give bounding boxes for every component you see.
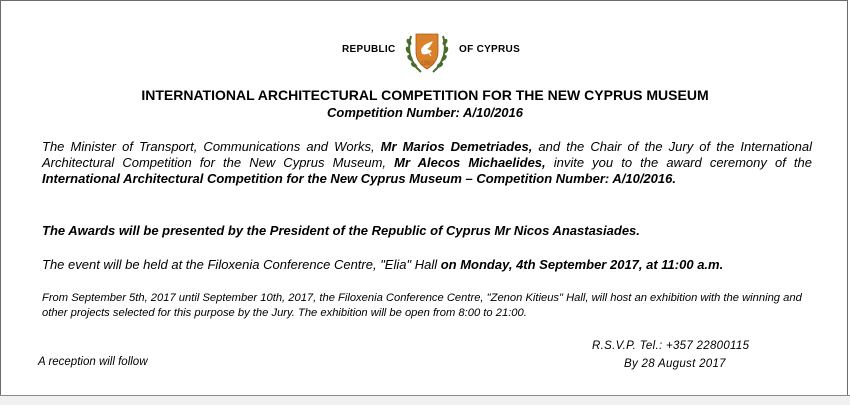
jury-chair-name: Mr Alecos Michaelides, — [394, 155, 546, 170]
republic-label: REPUBLIC — [342, 44, 396, 55]
svg-text:1960: 1960 — [420, 61, 434, 67]
awards-paragraph: The Awards will be presented by the President of the Republic of Cyprus Mr Nicos Anastasiades. — [42, 223, 640, 238]
invitation-paragraph — [42, 139, 812, 187]
event-date: on Monday, 4th September 2017, at 11:00 a.m. — [440, 257, 724, 272]
page-title: INTERNATIONAL ARCHITECTURAL COMPETITION FOR THE NEW CYPRUS MUSEUM — [141, 87, 709, 103]
minister-name: Mr Marios Demetriades, — [380, 139, 533, 154]
letterhead — [0, 28, 850, 78]
rsvp-deadline: By 28 August 2017 — [624, 358, 726, 370]
invitation-text-1: The Minister of Transport, Communications and Works, — [42, 139, 381, 154]
invitation-text-2: and the Chair of the Jury of the International Architectural Competition for the New Cyprus Museum, — [42, 139, 812, 170]
invitation-text-3: invite you to the award ceremony of the — [545, 155, 812, 170]
rsvp-phone: R.S.V.P. Tel.: +357 22800115 — [592, 340, 750, 352]
competition-number: Competition Number: A/10/2016 — [326, 105, 523, 120]
reception-note: A reception will follow — [38, 356, 148, 368]
event-paragraph — [42, 257, 812, 273]
exhibition-paragraph: From September 5th, 2017 until September 10th, 2017, the Filoxenia Conference Centre, "Zenon Kitieus" Hall, will host an exhibition with the winning and other projects selected for this purpose by the Jury. The exhibition will be open from 8:00 to 21:00. — [42, 292, 802, 319]
of-cyprus-label: OF CYPRUS — [459, 44, 521, 55]
competition-name: International Architectural Competition for the New Cyprus Museum – Competition Number: A/10/2016. — [42, 171, 676, 186]
event-venue: The event will be held at the Filoxenia Conference Centre, "Elia" Hall — [42, 257, 441, 272]
cyprus-coat-of-arms-icon — [403, 28, 451, 78]
